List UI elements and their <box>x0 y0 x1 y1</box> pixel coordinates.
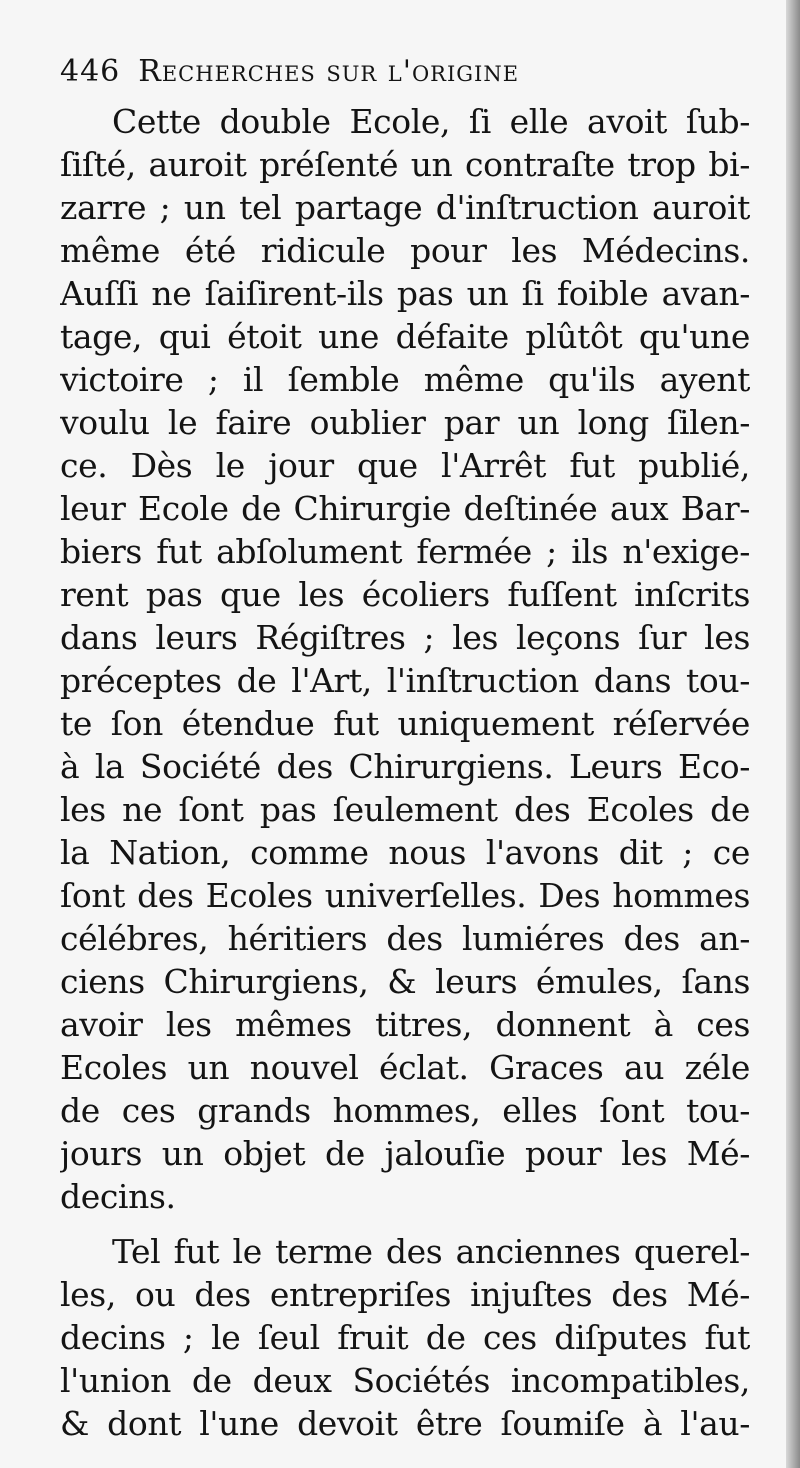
text-line: biers fut abſolument fermée ; ils n'exige- <box>60 532 750 571</box>
text-line: ciens Chirurgiens, & leurs émules, ſans <box>60 962 750 1001</box>
text-line: ce. Dès le jour que l'Arrêt fut publié, <box>60 446 750 485</box>
page-number: 446 <box>60 54 121 89</box>
text-line: de ces grands hommes, elles ſont tou- <box>60 1091 750 1130</box>
text-line: Auſſi ne ſaiſirent-ils pas un ſi foible avan- <box>60 274 750 313</box>
text-line: préceptes de l'Art, l'inſtruction dans tou- <box>60 661 750 700</box>
text-line: leur Ecole de Chirurgie deſtinée aux Bar- <box>60 489 750 528</box>
text-line: decins. <box>60 1177 176 1216</box>
body-text <box>60 100 750 1445</box>
text-line: les ne ſont pas ſeulement des Ecoles de <box>60 790 750 829</box>
text-line: rent pas que les écoliers fuſſent inſcrits <box>60 575 750 614</box>
text-line: tage, qui étoit une défaite plûtôt qu'une <box>60 317 750 356</box>
text-line: Tel fut le terme des anciennes querel- <box>112 1232 750 1271</box>
text-line: Cette double Ecole, ſi elle avoit ſub- <box>112 102 750 141</box>
text-line: ſiſté, auroit préſenté un contraſte trop bi- <box>60 145 750 184</box>
text-line: ſont des Ecoles univerſelles. Des hommes <box>60 876 750 915</box>
text-line: & dont l'une devoit être ſoumiſe à l'au- <box>60 1404 750 1443</box>
text-line: l'union de deux Sociétés incompatibles, <box>60 1361 750 1400</box>
text-line: à la Société des Chirurgiens. Leurs Eco- <box>60 747 750 786</box>
text-line: zarre ; un tel partage d'inſtruction auroit <box>60 188 750 227</box>
text-line: te ſon étendue fut uniquement réſervée <box>60 704 750 743</box>
running-title: Recherches sur l'origine <box>138 54 520 89</box>
text-line: célébres, héritiers des lumiéres des an- <box>60 919 750 958</box>
running-head <box>60 52 750 92</box>
text-line: decins ; le ſeul fruit de ces diſputes fut <box>60 1318 750 1357</box>
text-line: dans leurs Régiſtres ; les leçons ſur les <box>60 618 750 657</box>
text-line: la Nation, comme nous l'avons dit ; ce <box>60 833 750 872</box>
text-line: avoir les mêmes titres, donnent à ces <box>60 1005 750 1044</box>
text-line: les, ou des entrepriſes injuſtes des Mé- <box>60 1275 750 1314</box>
text-line: Ecoles un nouvel éclat. Graces au zéle <box>60 1048 750 1087</box>
text-line: jours un objet de jalouſie pour les Mé- <box>60 1134 750 1173</box>
text-line: même été ridicule pour les Médecins. <box>60 231 750 270</box>
page-edge-shadow <box>786 0 800 1468</box>
text-line: voulu le faire oublier par un long ſilen- <box>60 403 750 442</box>
text-line: victoire ; il ſemble même qu'ils ayent <box>60 360 750 399</box>
